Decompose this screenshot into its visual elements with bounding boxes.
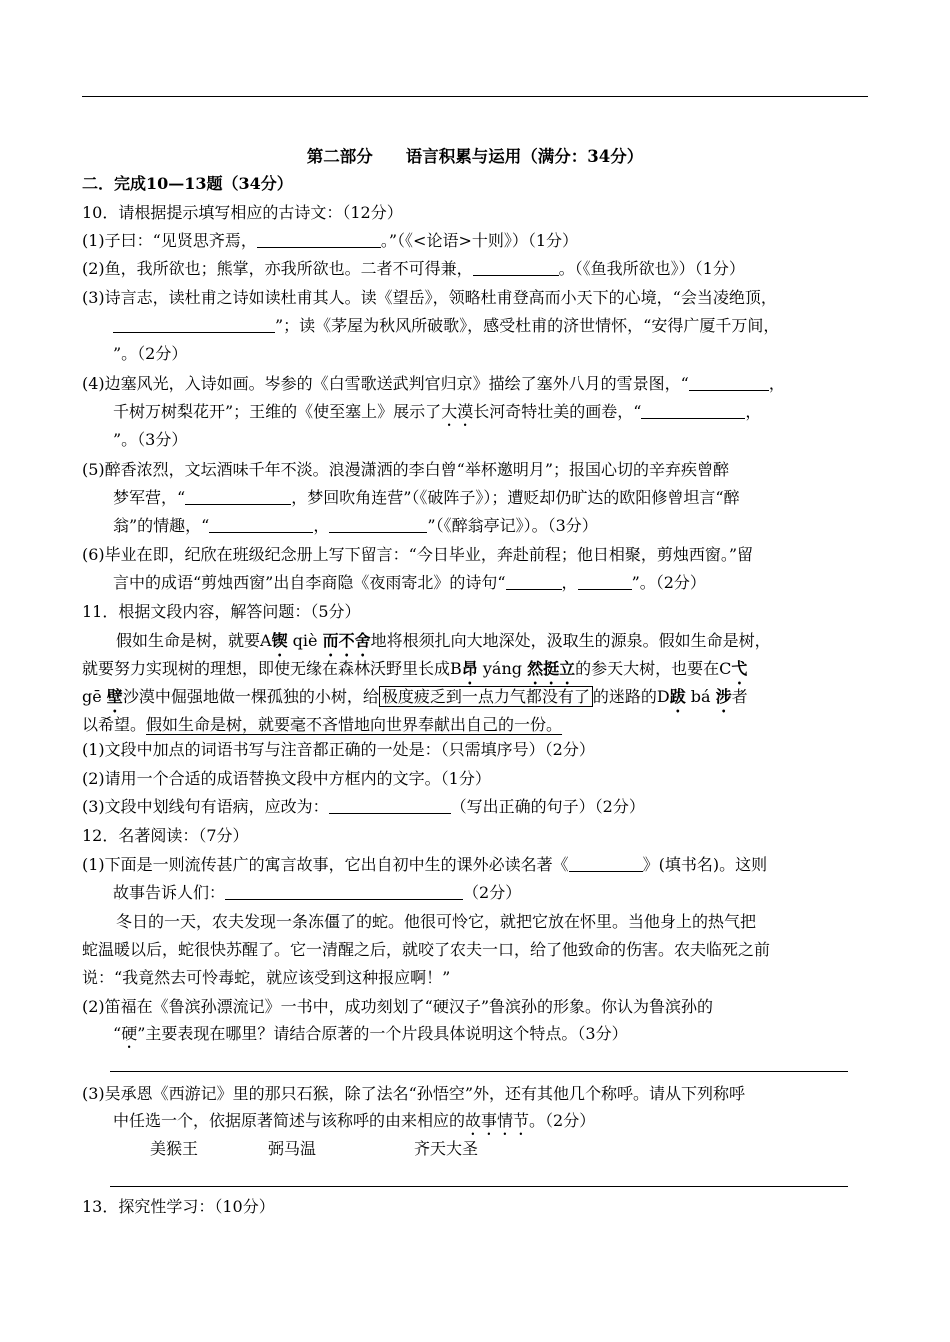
- q12-sub3-line2: 中任选一个，依据原著简述与该称呼的由来相应的故事情节。（2分）: [113, 1111, 596, 1130]
- part-title: 第二部分 语言积累与运用（满分：34分）: [306, 147, 644, 166]
- choice-item: 美猴王: [150, 1139, 199, 1158]
- emphasis-dotted: 昂: [461, 659, 478, 678]
- q10-sub3-line1: (3)诗言志，读杜甫之诗如读杜甫其人。读《望岳》，领略杜甫登高而小天下的心境，“会当凌绝顶，: [82, 288, 777, 307]
- q10-sub6-line2: 言中的成语“剪烛西窗”出自李商隐《夜雨寄北》的诗句“ ， ”。（2分）: [113, 573, 706, 592]
- answer-line[interactable]: [110, 1071, 848, 1072]
- answer-blank[interactable]: [473, 257, 559, 276]
- name-choices: [150, 1136, 478, 1162]
- emphasis-dotted: 大漠: [441, 402, 474, 421]
- q11-passage-line2: 就要努力实现树的理想，即使无缘在森林沃野里长成B昂 yáng 然挺立的参天大树，也要在C弋: [82, 659, 748, 678]
- answer-blank[interactable]: [641, 400, 745, 419]
- emphasis-dotted: 锲: [271, 631, 288, 650]
- emphasis-dotted: 然挺立: [527, 659, 576, 678]
- emphasis-dotted: 而不舍: [322, 631, 371, 650]
- choice-item: 弼马温: [268, 1139, 317, 1158]
- q12-stem: 12．名著阅读：（7分）: [82, 826, 249, 845]
- q10-sub5-line2: 梦军营，“ ，梦回吹角连营”（《破阵子》）；遭贬却仍旷达的欧阳修曾坦言“醉: [113, 488, 740, 507]
- answer-blank[interactable]: [329, 514, 427, 533]
- answer-blank[interactable]: [113, 314, 275, 333]
- q11-sub3: (3)文段中划线句有语病，应改为： （写出正确的句子）（2分）: [82, 797, 645, 816]
- underlined-sentence: 假如生命是树，就要毫不吝惜地向世界奉献出自己的一份。: [146, 715, 563, 734]
- q10-sub4-line1: (4)边塞风光，入诗如画。岑参的《白雪歌送武判官归京》描绘了塞外八月的雪景图，“ ，: [82, 374, 785, 393]
- emphasis-dotted: 跋: [669, 687, 686, 706]
- q11-stem: 11．根据文段内容，解答问题：（5分）: [82, 602, 361, 621]
- q12-sub2-line2: “硬”主要表现在哪里？请结合原著的一个片段具体说明这个特点。（3分）: [113, 1024, 628, 1043]
- emphasis-dotted: 涉: [715, 687, 732, 706]
- q10-sub3-line3: ”。（2分）: [113, 344, 188, 363]
- answer-blank[interactable]: [225, 881, 463, 900]
- q12-story-line1: 冬日的一天，农夫发现一条冻僵了的蛇。他很可怜它，就把它放在怀里。当他身上的热气把: [116, 912, 757, 931]
- q12-sub3-line1: (3)吴承恩《西游记》里的那只石猴，除了法名“孙悟空”外，还有其他几个称呼。请从下列称呼: [82, 1084, 746, 1103]
- answer-blank[interactable]: [689, 372, 769, 391]
- q12-sub2-line1: (2)笛福在《鲁滨孙漂流记》一书中，成功刻划了“硬汉子”鲁滨孙的形象。你认为鲁滨孙的: [82, 997, 714, 1016]
- choice-item: 齐天大圣: [414, 1139, 479, 1158]
- q11-passage-line3: gē 壁沙漠中倔强地做一棵孤独的小树，给 极度疲乏到一点力气都没有了 的迷路的D跋 bá 涉者: [82, 687, 748, 706]
- answer-blank[interactable]: [578, 571, 632, 590]
- q10-sub5-line3: 翁”的情趣，“ ， ”（《醉翁亭记》）。（3分）: [113, 516, 598, 535]
- q10-sub1: (1)子曰：“见贤思齐焉， 。”（《<论语>十则》）（1分）: [82, 231, 579, 250]
- q12-story-line2: 蛇温暖以后，蛇很快苏醒了。它一清醒之后，就咬了农夫一口，给了他致命的伤害。农夫临死之前: [82, 940, 771, 959]
- emphasis-dotted: 故事情节: [465, 1111, 530, 1130]
- answer-blank[interactable]: [257, 229, 381, 248]
- q12-sub1-line2: 故事告诉人们： （2分）: [113, 883, 522, 902]
- boxed-phrase: 极度疲乏到一点力气都没有了: [379, 686, 593, 707]
- q13-stem: 13．探究性学习：（10分）: [82, 1197, 275, 1216]
- q10-sub5-line1: (5)醉香浓烈，文坛酒味千年不淡。浪漫潇洒的李白曾“举杯邀明月”；报国心切的辛弃疾曾醉: [82, 460, 730, 479]
- emphasis-dotted: 硬: [121, 1024, 138, 1043]
- q10-sub2: (2)鱼，我所欲也；熊掌，亦我所欲也。二者不可得兼， 。（《鱼我所欲也》）（1分）: [82, 259, 745, 278]
- answer-blank[interactable]: [329, 795, 451, 814]
- q11-sub2: (2)请用一个合适的成语替换文段中方框内的文字。（1分）: [82, 769, 491, 788]
- answer-line[interactable]: [110, 1186, 848, 1187]
- q11-passage-line4: 以希望。假如生命是树，就要毫不吝惜地向世界奉献出自己的一份。: [82, 715, 563, 734]
- q10-sub3-line2: ”；读《茅屋为秋风所破歌》，感受杜甫的济世情怀，“安得广厦千万间，: [113, 313, 779, 339]
- emphasis-dotted: 壁: [106, 687, 123, 706]
- section-heading: 二．完成10—13题（34分）: [82, 174, 293, 193]
- answer-blank[interactable]: [209, 514, 313, 533]
- q10-sub6-line1: (6)毕业在即，纪欣在班级纪念册上写下留言：“今日毕业，奔赴前程；他日相聚，剪烛西窗。”留: [82, 545, 754, 564]
- answer-blank[interactable]: [506, 571, 562, 590]
- answer-blank[interactable]: [569, 853, 643, 872]
- q12-story-line3: 说：“我竟然去可怜毒蛇，就应该受到这种报应啊！”: [82, 968, 451, 987]
- q10-stem: 10．请根据提示填写相应的古诗文：（12分）: [82, 203, 403, 222]
- q11-sub1: (1)文段中加点的词语书写与注音都正确的一处是：（只需填序号）（2分）: [82, 740, 595, 759]
- answer-blank[interactable]: [185, 486, 291, 505]
- q10-sub4-line3: ”。（3分）: [113, 430, 188, 449]
- emphasis-dotted: 弋: [731, 659, 748, 678]
- q10-sub4-line2: 千树万树梨花开”；王维的《使至塞上》展示了大漠长河奇特壮美的画卷，“ ，: [113, 402, 762, 421]
- q11-passage-line1: 假如生命是树，就要A锲 qiè 而不舍地将根须扎向大地深处，汲取生的源泉。假如生命是树，: [116, 631, 771, 650]
- q12-sub1-line1: (1)下面是一则流传甚广的寓言故事，它出自初中生的课外必读名著《 》(填书名)。这则: [82, 855, 768, 874]
- header-rule: [82, 96, 868, 97]
